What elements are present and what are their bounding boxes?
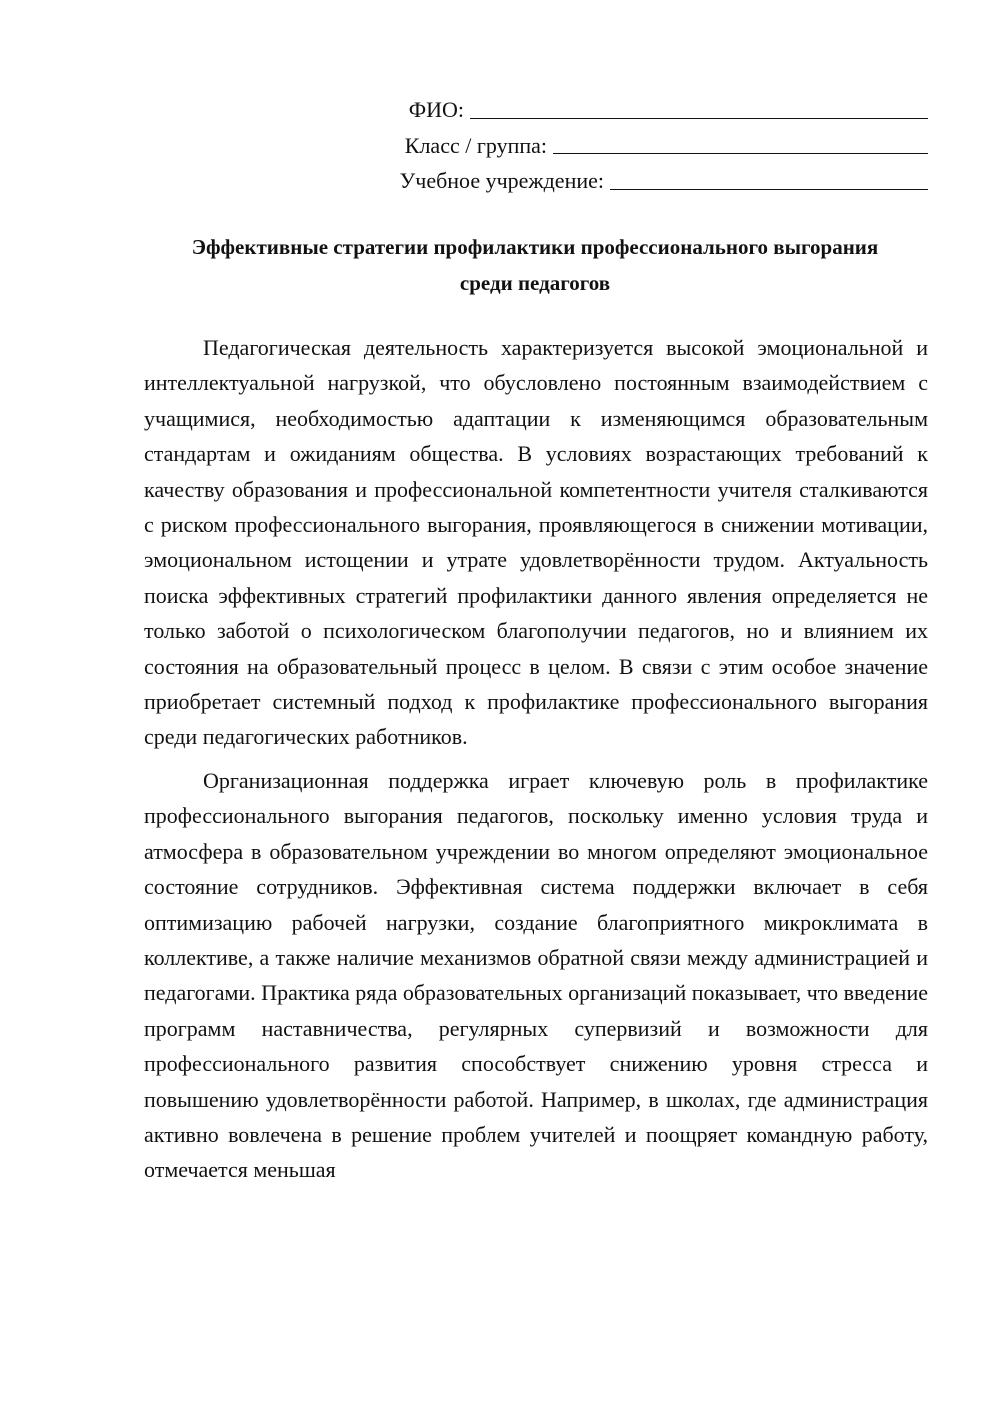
institution-label: Учебное учреждение: — [399, 168, 604, 193]
class-field-row — [340, 128, 928, 164]
fio-label: ФИО: — [408, 97, 464, 122]
paragraph: Организационная поддержка играет ключевую роль в профилактике профессионального выгорания педагогов, поскольку именно условия труда и атмосфера в образовательном учреждении во многом определяют эмоциональное состояние сотрудников. Эффективная система поддержки включает в себя оптимизацию рабочей нагрузки, создание благоприятного микроклимата в коллективе, а также наличие механизмов обратной связи между администрацией и педагогами. Практика ряда образовательных организаций показывает, что введение программ наставничества, регулярных супервизий и возможности для профессионального развития способствует снижению уровня стресса и повышению удовлетворённости работой. Например, в школах, где администрация активно вовлечена в решение проблем учителей и поощряет командную работу, отмечается меньшая — [144, 767, 928, 1183]
fio-field-row — [340, 92, 928, 128]
document-title — [140, 229, 930, 301]
class-label: Класс / группа: — [404, 132, 547, 158]
title-line-2: среди педагогов — [459, 271, 611, 295]
paragraph: Педагогическая деятельность характеризуется высокой эмоциональной и интеллектуальной нагрузкой, что обусловлено постоянным взаимодействием с учащимися, необходимостью адаптации к изменяющимся образовательным стандартам и ожиданиям общества. В условиях возрастающих требований к качеству образования и профессиональной компетентности учителя сталкиваются с риском профессионального выгорания, проявляющегося в снижении мотивации, эмоциональном истощении и утрате удовлетворённости трудом. Актуальность поиска эффективных стратегий профилактики данного явления определяется не только заботой о психологическом благополучии педагогов, но и влиянием их состояния на образовательный процесс в целом. В связи с этим особое значение приобретает системный подход к профилактике профессионального выгорания среди педагогических работников. — [144, 335, 928, 750]
header-fields — [340, 92, 928, 199]
fio-blank-line — [470, 118, 928, 119]
document-body — [144, 330, 928, 1196]
institution-blank-line — [610, 189, 928, 190]
title-line-1: Эффективные стратегии профилактики профессионального выгорания — [191, 235, 879, 259]
institution-field-row — [340, 163, 928, 199]
class-blank-line — [553, 153, 928, 154]
